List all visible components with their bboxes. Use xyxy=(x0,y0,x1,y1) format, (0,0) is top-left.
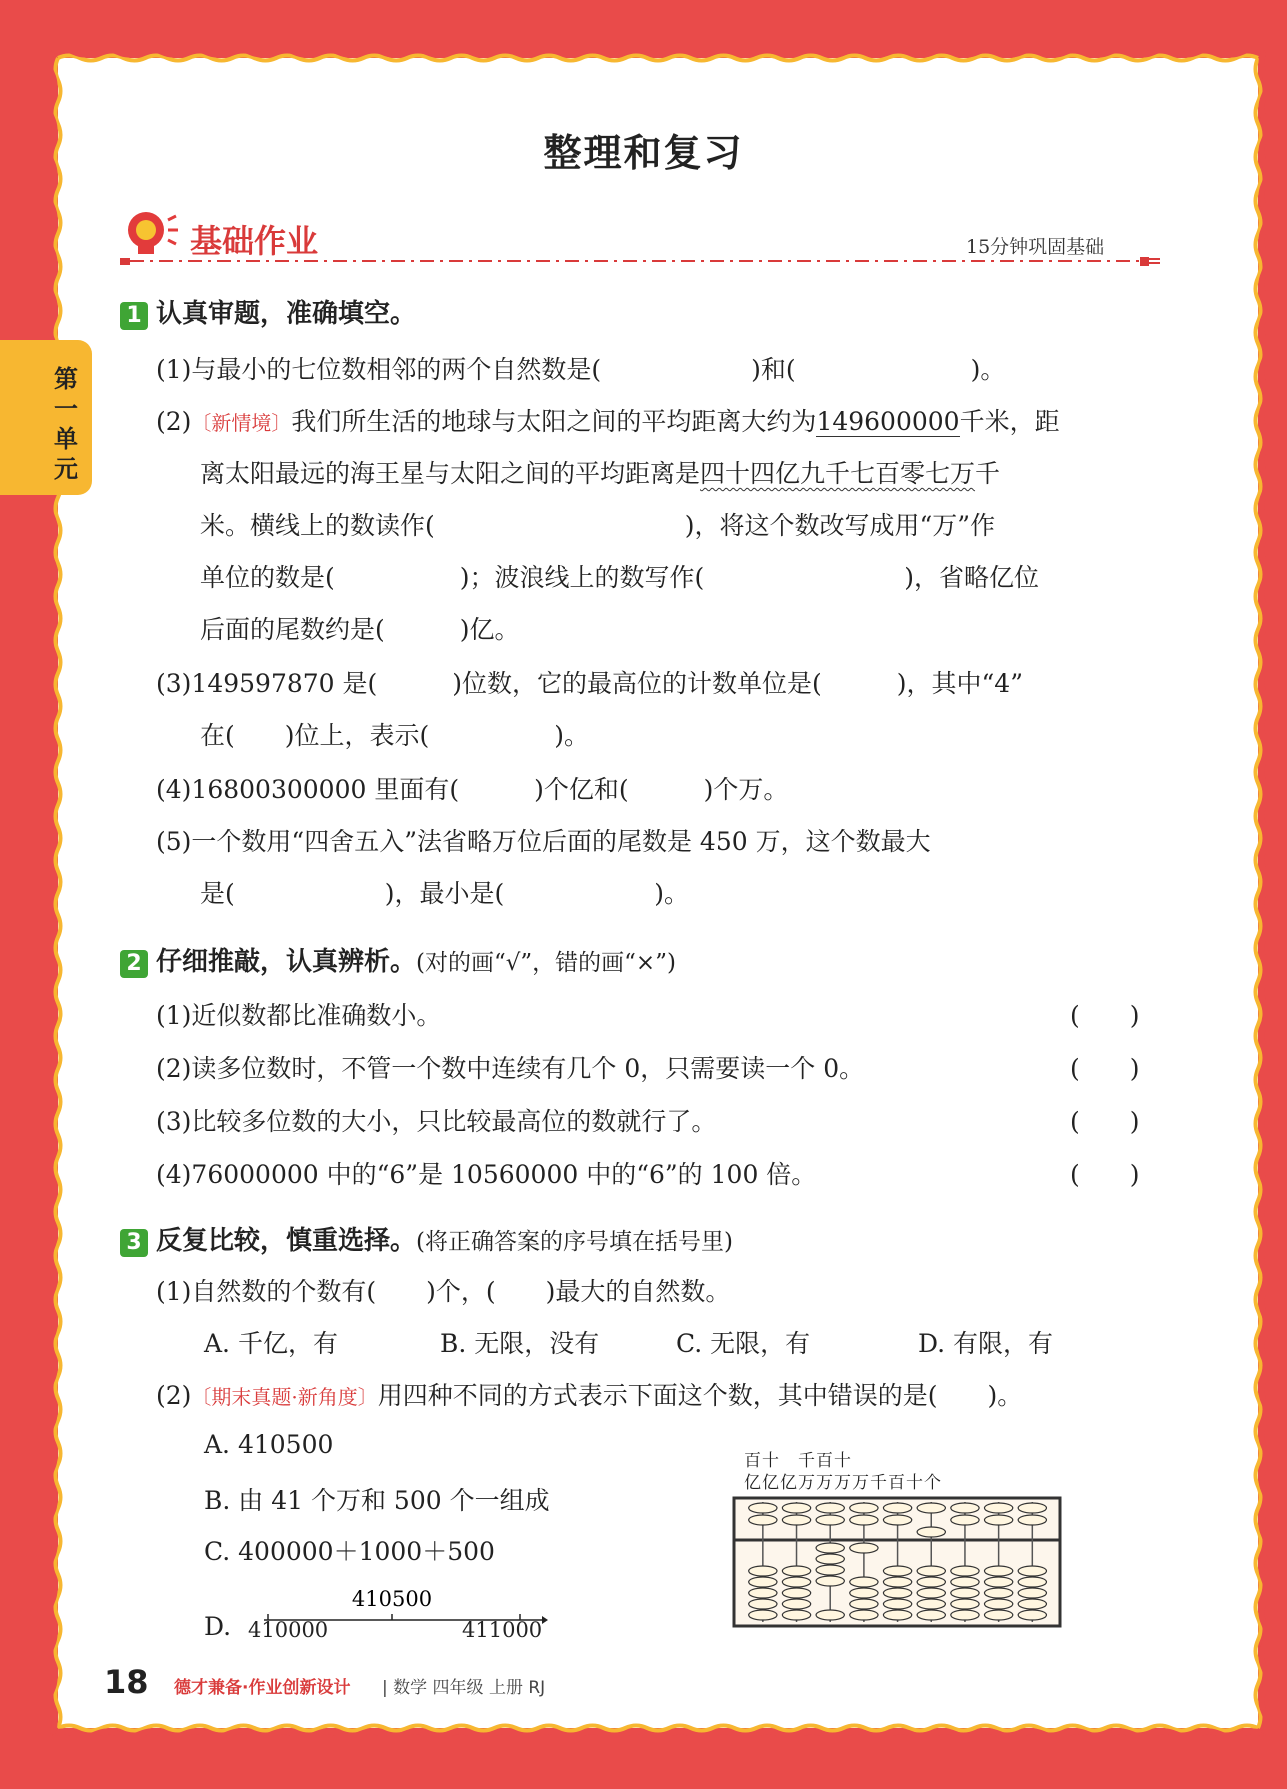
abacus-bead xyxy=(816,1565,844,1575)
abacus-bead xyxy=(749,1503,777,1513)
abacus-bead xyxy=(984,1599,1012,1609)
abacus-bead xyxy=(782,1515,810,1525)
q2-item-4: (4)76000000 中的“6”是 10560000 中的“6”的 100 倍。 xyxy=(156,1160,817,1189)
wavy-number: 四十四亿九千七百零七万 xyxy=(700,459,976,488)
new-context-tag: 〔新情境〕 xyxy=(191,411,292,435)
q1-line-9: (4)16800300000 里面有( )个亿和( )个万。 xyxy=(156,775,789,804)
abacus-bead xyxy=(984,1577,1012,1587)
q1-line-2-b: 千米，距 xyxy=(959,407,1060,436)
q3-sub-2-prefix: (2) xyxy=(156,1381,192,1410)
option-c: C. 无限，有 xyxy=(676,1329,811,1358)
abacus-bead xyxy=(782,1577,810,1587)
abacus-bead xyxy=(951,1566,979,1576)
q1-line-3-a: 离太阳最远的海王星与太阳之间的平均距离是 xyxy=(200,459,701,488)
abacus-bead xyxy=(917,1610,945,1620)
abacus-bead xyxy=(782,1588,810,1598)
q1-line-8: 在( )位上，表示( )。 xyxy=(200,721,590,750)
abacus-bead xyxy=(1018,1503,1046,1513)
page-title: 整理和复习 xyxy=(543,131,744,175)
abacus-bead xyxy=(816,1515,844,1525)
abacus-bead xyxy=(883,1610,911,1620)
abacus-bead xyxy=(816,1503,844,1513)
question-text: 认真审题，准确填空。 xyxy=(156,299,417,329)
abacus-labels-top: 百十 千百十 xyxy=(744,1451,852,1471)
section-subtitle: 15分钟巩固基础 xyxy=(966,236,1105,258)
lightbulb-icon xyxy=(118,206,180,262)
choice-b: B. 由 41 个万和 500 个一组成 xyxy=(204,1486,550,1515)
abacus-bead xyxy=(917,1588,945,1598)
answer-bracket[interactable]: ( ) xyxy=(1070,1054,1140,1083)
abacus-bead xyxy=(749,1515,777,1525)
abacus-labels-bottom: 亿亿亿万万万万千百十个 xyxy=(744,1473,942,1493)
abacus-bead xyxy=(883,1503,911,1513)
unit-tab-label: 第一单元 xyxy=(54,365,78,483)
abacus-bead xyxy=(782,1610,810,1620)
abacus-bead xyxy=(749,1588,777,1598)
q1-line-5: 单位的数是( )；波浪线上的数写作( )，省略亿位 xyxy=(200,563,1040,592)
answer-bracket[interactable]: ( ) xyxy=(1070,1001,1140,1030)
option-b: B. 无限，没有 xyxy=(440,1329,600,1358)
abacus-bead xyxy=(883,1588,911,1598)
underlined-number: 149600000 xyxy=(816,407,960,436)
abacus-bead xyxy=(850,1577,878,1587)
footer-info: | 数学 四年级 上册 RJ xyxy=(382,1678,546,1698)
question-number: 3 xyxy=(120,1229,148,1257)
abacus-bead xyxy=(883,1515,911,1525)
choice-d: D. xyxy=(204,1612,232,1641)
q1-line-7: (3)149597870 是( )位数，它的最高位的计数单位是( )，其中“4” xyxy=(156,669,1023,698)
question-number: 1 xyxy=(120,302,148,330)
q2-item-1: (1)近似数都比准确数小。 xyxy=(156,1001,442,1030)
abacus-bead xyxy=(782,1599,810,1609)
abacus-bead xyxy=(749,1610,777,1620)
numline-left-label: 410000 xyxy=(248,1618,329,1642)
abacus-bead xyxy=(984,1566,1012,1576)
q1-line-2-a: 我们所生活的地球与太阳之间的平均距离大约为 xyxy=(291,407,817,436)
abacus-bead xyxy=(917,1566,945,1576)
abacus-bead xyxy=(951,1515,979,1525)
q1-line-1: (1)与最小的七位数相邻的两个自然数是( )和( )。 xyxy=(156,355,1006,384)
question-text: 反复比较，慎重选择。 xyxy=(156,1226,417,1256)
abacus-bead xyxy=(951,1503,979,1513)
section-heading: 基础作业 xyxy=(190,222,319,260)
page-number: 18 xyxy=(104,1663,149,1701)
q3-sub-2-text: 用四种不同的方式表示下面这个数，其中错误的是( )。 xyxy=(377,1381,1023,1410)
abacus-labels xyxy=(744,1450,942,1494)
abacus-bead xyxy=(951,1599,979,1609)
abacus-bead xyxy=(984,1588,1012,1598)
abacus-bead xyxy=(951,1577,979,1587)
q1-line-11: 是( )，最小是( )。 xyxy=(200,879,690,908)
abacus-bead xyxy=(850,1503,878,1513)
abacus-bead xyxy=(984,1610,1012,1620)
q1-line-2 xyxy=(156,402,1060,438)
exam-tag: 〔期末真题·新角度〕 xyxy=(191,1385,378,1409)
abacus-bead xyxy=(984,1503,1012,1513)
abacus xyxy=(732,1496,1062,1628)
option-d: D. 有限，有 xyxy=(918,1329,1054,1358)
abacus-bead xyxy=(917,1527,945,1537)
abacus-bead xyxy=(850,1588,878,1598)
section-divider xyxy=(120,256,1160,266)
numline-right-label: 411000 xyxy=(462,1618,543,1642)
abacus-bead xyxy=(782,1503,810,1513)
q2-item-3: (3)比较多位数的大小，只比较最高位的数就行了。 xyxy=(156,1107,717,1136)
abacus-bead xyxy=(883,1566,911,1576)
q1-line-6: 后面的尾数约是( )亿。 xyxy=(200,615,520,644)
abacus-bead xyxy=(1018,1515,1046,1525)
abacus-bead xyxy=(917,1599,945,1609)
abacus-bead xyxy=(782,1566,810,1576)
footer-brand: 德才兼备·作业创新设计 xyxy=(174,1678,351,1698)
abacus-bead xyxy=(883,1577,911,1587)
abacus-bead xyxy=(951,1610,979,1620)
option-a: A. 千亿，有 xyxy=(204,1329,338,1358)
choice-a: A. 410500 xyxy=(204,1430,334,1459)
answer-bracket[interactable]: ( ) xyxy=(1070,1107,1140,1136)
numline-mid-label: 410500 xyxy=(351,1587,433,1611)
abacus-bead xyxy=(883,1599,911,1609)
abacus-bead xyxy=(1018,1566,1046,1576)
abacus-bead xyxy=(816,1576,844,1586)
abacus-bead xyxy=(850,1543,878,1553)
q1-line-2-prefix: (2) xyxy=(156,407,192,436)
abacus-bead xyxy=(850,1599,878,1609)
abacus-bead xyxy=(1018,1599,1046,1609)
q1-line-3-b: 千 xyxy=(975,459,1001,488)
q1-line-4: 米。横线上的数读作( )，将这个数改写成用“万”作 xyxy=(200,511,996,540)
choice-c: C. 400000＋1000＋500 xyxy=(204,1537,495,1566)
abacus-bead xyxy=(749,1566,777,1576)
abacus-bead xyxy=(850,1515,878,1525)
abacus-bead xyxy=(917,1503,945,1513)
abacus-bead xyxy=(951,1588,979,1598)
question-number: 2 xyxy=(120,950,148,978)
question-note: (对的画“√”，错的画“×”) xyxy=(416,950,676,976)
abacus-bead xyxy=(984,1515,1012,1525)
abacus-bead xyxy=(816,1554,844,1564)
q1-line-10: (5)一个数用“四舍五入”法省略万位后面的尾数是 450 万，这个数最大 xyxy=(156,827,931,856)
q2-item-2: (2)读多位数时，不管一个数中连续有几个 0，只需要读一个 0。 xyxy=(156,1054,865,1083)
question-3-title xyxy=(120,1220,733,1257)
q3-sub-2 xyxy=(156,1376,1022,1412)
abacus-bead xyxy=(816,1610,844,1620)
abacus-bead xyxy=(749,1577,777,1587)
q1-line-3 xyxy=(200,454,1000,490)
answer-bracket[interactable]: ( ) xyxy=(1070,1160,1140,1189)
q3-sub-1: (1)自然数的个数有( )个，( )最大的自然数。 xyxy=(156,1277,731,1306)
abacus-bead xyxy=(850,1610,878,1620)
question-text: 仔细推敲，认真辨析。 xyxy=(156,947,417,977)
abacus-bead xyxy=(1018,1588,1046,1598)
abacus-bead xyxy=(749,1599,777,1609)
abacus-bead xyxy=(1018,1610,1046,1620)
abacus-bead xyxy=(917,1577,945,1587)
abacus-bead xyxy=(1018,1577,1046,1587)
abacus-bead xyxy=(816,1543,844,1553)
question-2-title xyxy=(120,941,676,978)
question-note: (将正确答案的序号填在括号里) xyxy=(416,1229,733,1255)
question-1-title xyxy=(120,293,416,330)
